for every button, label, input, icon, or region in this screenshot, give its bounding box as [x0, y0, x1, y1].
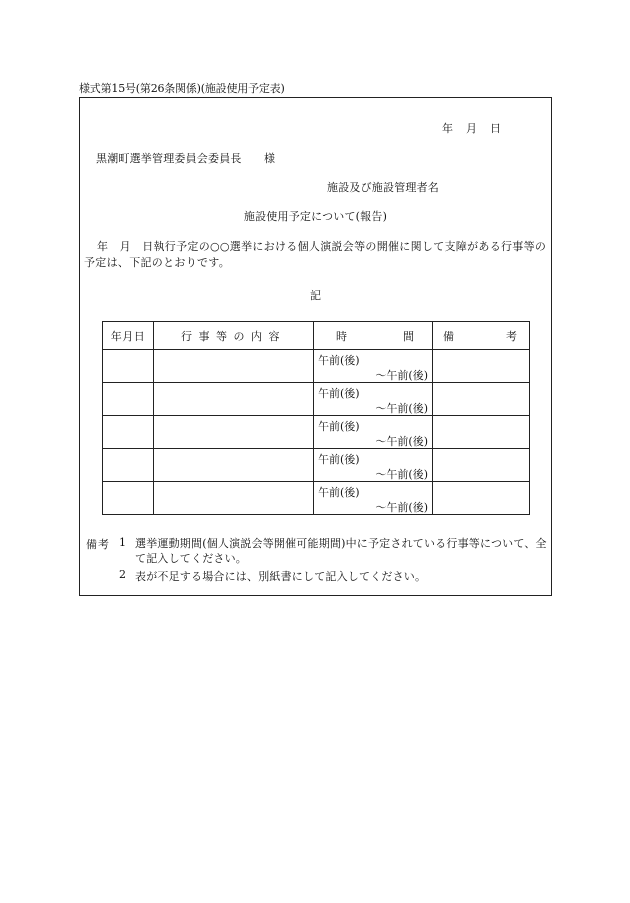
time-start-label: 午前(後)	[318, 453, 360, 466]
form-frame	[79, 97, 552, 596]
cell-date[interactable]	[103, 449, 154, 482]
notes-label: 備考	[86, 538, 110, 551]
cell-date[interactable]	[103, 416, 154, 449]
cell-time[interactable]	[314, 416, 433, 449]
cell-event[interactable]	[154, 350, 314, 383]
cell-note[interactable]	[433, 449, 530, 482]
time-start-label: 午前(後)	[318, 387, 360, 400]
body-text: 年 月 日執行予定の○○選挙における個人演説会等の開催に関して支障がある行事等の予定は、下記のとおりです。	[84, 240, 547, 269]
table-row	[103, 383, 530, 416]
table-row	[103, 416, 530, 449]
cell-note[interactable]	[433, 416, 530, 449]
table-row	[103, 449, 530, 482]
cell-time[interactable]	[314, 350, 433, 383]
time-end-label: ～午前(後)	[375, 369, 428, 382]
header-time	[314, 322, 433, 350]
cell-note[interactable]	[433, 482, 530, 515]
cell-date[interactable]	[103, 350, 154, 383]
date-line: 年 月 日	[442, 122, 502, 135]
cell-event[interactable]	[154, 416, 314, 449]
form-code-label: 様式第15号(第26条関係)(施設使用予定表)	[79, 82, 285, 95]
note-text: 表が不足する場合には、別紙書にして記入してください。	[135, 570, 427, 583]
table-row	[103, 350, 530, 383]
note-number: 1	[119, 536, 126, 549]
cell-time[interactable]	[314, 383, 433, 416]
cell-event[interactable]	[154, 449, 314, 482]
ki-marker: 記	[310, 289, 321, 302]
time-start-label: 午前(後)	[318, 420, 360, 433]
header-time-char-1: 時	[336, 329, 347, 343]
schedule-table	[102, 321, 530, 515]
sender-name: 施設及び施設管理者名	[327, 181, 439, 194]
header-date: 年月日	[103, 322, 154, 350]
time-end-label: ～午前(後)	[375, 435, 428, 448]
time-start-label: 午前(後)	[318, 354, 360, 367]
note-number: 2	[119, 568, 126, 581]
header-note-char-2: 考	[506, 329, 517, 343]
cell-event[interactable]	[154, 482, 314, 515]
cell-note[interactable]	[433, 383, 530, 416]
time-end-label: ～午前(後)	[375, 501, 428, 514]
cell-time[interactable]	[314, 482, 433, 515]
document-title: 施設使用予定について(報告)	[243, 210, 388, 223]
table-header-row	[103, 322, 530, 350]
table-row	[103, 482, 530, 515]
addressee: 黒潮町選挙管理委員会委員長 様	[96, 152, 276, 165]
cell-date[interactable]	[103, 383, 154, 416]
header-note	[433, 322, 530, 350]
header-event: 行事等の内容	[154, 322, 314, 350]
header-note-char-1: 備	[443, 329, 454, 343]
cell-event[interactable]	[154, 383, 314, 416]
cell-date[interactable]	[103, 482, 154, 515]
time-end-label: ～午前(後)	[375, 402, 428, 415]
time-start-label: 午前(後)	[318, 486, 360, 499]
note-text: 選挙運動期間(個人演説会等開催可能期間)中に予定されている行事等について、全て記入してください。	[135, 537, 547, 565]
cell-note[interactable]	[433, 350, 530, 383]
time-end-label: ～午前(後)	[375, 468, 428, 481]
cell-time[interactable]	[314, 449, 433, 482]
header-time-char-2: 間	[403, 329, 414, 343]
